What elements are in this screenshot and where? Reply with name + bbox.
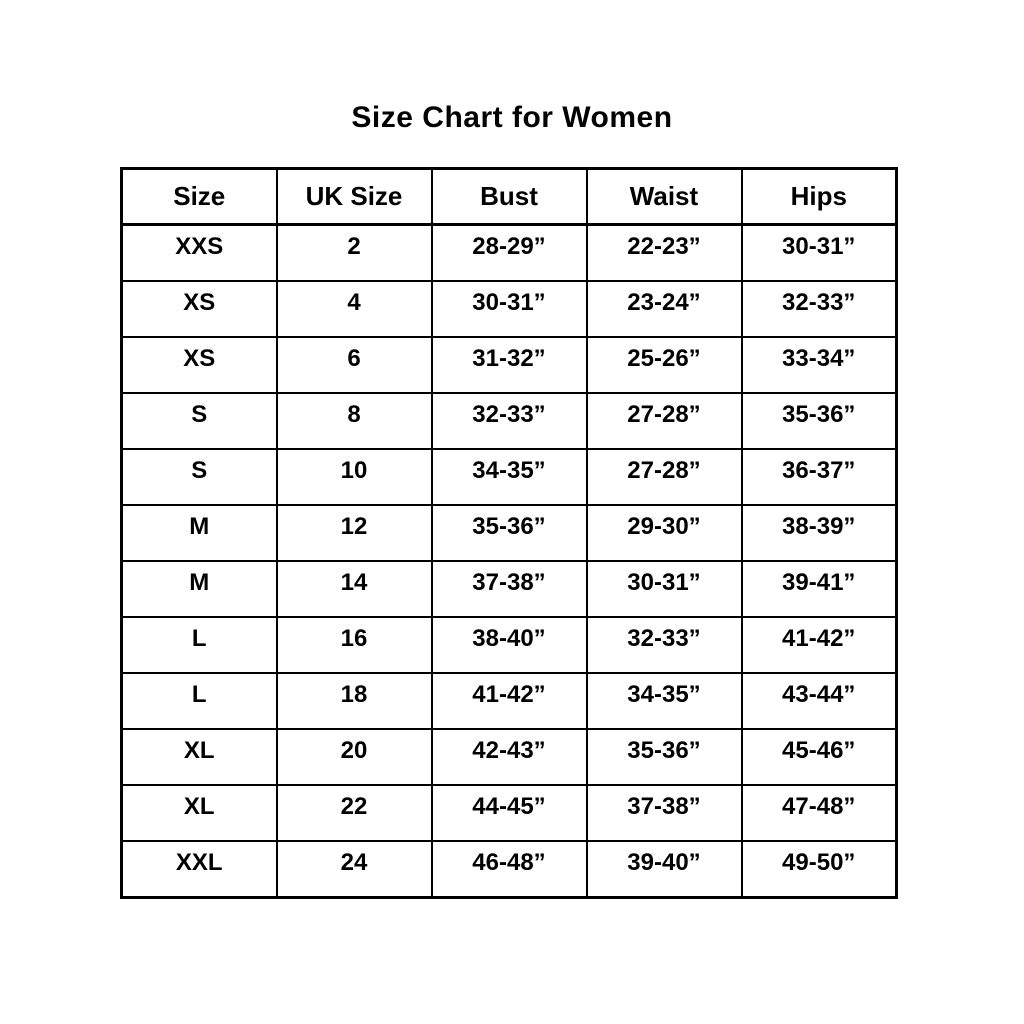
table-row: [122, 561, 897, 617]
column-header-waist: Waist: [587, 169, 742, 225]
table-cell-waist: 23-24”: [587, 281, 742, 337]
table-cell-bust: 46-48”: [432, 841, 587, 898]
table-cell-size: M: [122, 505, 277, 561]
column-header-bust: Bust: [432, 169, 587, 225]
column-header-size: Size: [122, 169, 277, 225]
column-header-uk-size: UK Size: [277, 169, 432, 225]
table-cell-uk: 4: [277, 281, 432, 337]
table-cell-hips: 43-44”: [742, 673, 897, 729]
table-cell-waist: 22-23”: [587, 225, 742, 282]
table-row: [122, 673, 897, 729]
table-cell-waist: 39-40”: [587, 841, 742, 898]
table-cell-hips: 38-39”: [742, 505, 897, 561]
table-cell-bust: 30-31”: [432, 281, 587, 337]
table-cell-size: S: [122, 393, 277, 449]
table-cell-uk: 6: [277, 337, 432, 393]
table-cell-uk: 2: [277, 225, 432, 282]
table-cell-size: XXL: [122, 841, 277, 898]
table-cell-size: S: [122, 449, 277, 505]
table-row: [122, 393, 897, 449]
table-body: [122, 225, 897, 898]
table-row: [122, 505, 897, 561]
table-row: [122, 729, 897, 785]
column-header-hips: Hips: [742, 169, 897, 225]
table-row: [122, 281, 897, 337]
table-cell-bust: 41-42”: [432, 673, 587, 729]
table-cell-size: M: [122, 561, 277, 617]
table-cell-uk: 16: [277, 617, 432, 673]
table-cell-size: XS: [122, 281, 277, 337]
table-cell-bust: 37-38”: [432, 561, 587, 617]
table-row: [122, 337, 897, 393]
table-cell-bust: 44-45”: [432, 785, 587, 841]
table-cell-size: L: [122, 617, 277, 673]
table-cell-hips: 41-42”: [742, 617, 897, 673]
table-cell-bust: 38-40”: [432, 617, 587, 673]
table-cell-waist: 32-33”: [587, 617, 742, 673]
table-cell-waist: 30-31”: [587, 561, 742, 617]
table-cell-hips: 49-50”: [742, 841, 897, 898]
table-cell-size: XXS: [122, 225, 277, 282]
table-cell-size: XL: [122, 785, 277, 841]
table-cell-uk: 24: [277, 841, 432, 898]
table-cell-waist: 27-28”: [587, 449, 742, 505]
table-cell-uk: 10: [277, 449, 432, 505]
table-cell-waist: 35-36”: [587, 729, 742, 785]
table-cell-waist: 34-35”: [587, 673, 742, 729]
size-chart-table: [120, 167, 898, 899]
table-cell-uk: 14: [277, 561, 432, 617]
table-cell-hips: 30-31”: [742, 225, 897, 282]
table-cell-waist: 25-26”: [587, 337, 742, 393]
table-row: [122, 617, 897, 673]
table-cell-uk: 12: [277, 505, 432, 561]
table-cell-bust: 35-36”: [432, 505, 587, 561]
table-cell-uk: 22: [277, 785, 432, 841]
table-cell-hips: 47-48”: [742, 785, 897, 841]
table-cell-uk: 20: [277, 729, 432, 785]
table-row: [122, 449, 897, 505]
table-cell-uk: 8: [277, 393, 432, 449]
table-cell-size: XS: [122, 337, 277, 393]
table-cell-bust: 42-43”: [432, 729, 587, 785]
table-cell-waist: 29-30”: [587, 505, 742, 561]
table-cell-waist: 27-28”: [587, 393, 742, 449]
table-cell-bust: 31-32”: [432, 337, 587, 393]
table-cell-hips: 45-46”: [742, 729, 897, 785]
table-cell-bust: 34-35”: [432, 449, 587, 505]
table-cell-waist: 37-38”: [587, 785, 742, 841]
table-cell-uk: 18: [277, 673, 432, 729]
table-cell-hips: 36-37”: [742, 449, 897, 505]
header-row: [122, 169, 897, 225]
table-cell-size: L: [122, 673, 277, 729]
page-title: Size Chart for Women: [351, 101, 673, 134]
table-cell-bust: 28-29”: [432, 225, 587, 282]
table-cell-hips: 32-33”: [742, 281, 897, 337]
table-cell-hips: 35-36”: [742, 393, 897, 449]
table-row: [122, 841, 897, 898]
table-cell-size: XL: [122, 729, 277, 785]
table-cell-bust: 32-33”: [432, 393, 587, 449]
table-cell-hips: 33-34”: [742, 337, 897, 393]
table-cell-hips: 39-41”: [742, 561, 897, 617]
table-row: [122, 785, 897, 841]
table-header: [122, 169, 897, 225]
table-row: [122, 225, 897, 282]
